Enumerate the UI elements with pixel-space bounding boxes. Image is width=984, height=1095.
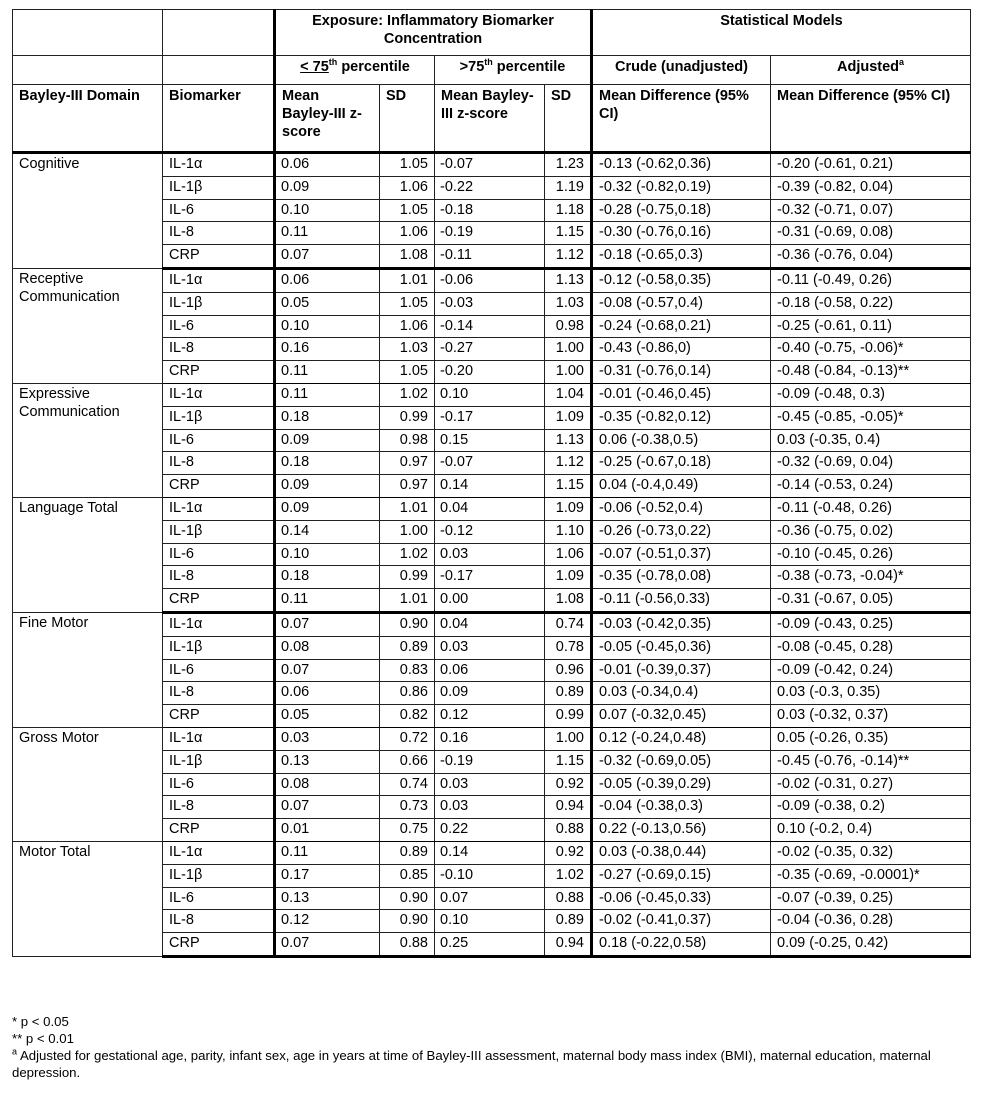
biomarker-cell: IL-6 [163, 315, 275, 338]
low-mean-cell: 0.17 [275, 864, 380, 887]
adjusted-diff-cell: -0.09 (-0.43, 0.25) [771, 612, 971, 636]
adjusted-label: Adjusted [836, 59, 900, 75]
adjusted-diff-cell: -0.48 (-0.84, -0.13)** [771, 361, 971, 384]
crude-diff-cell: -0.27 (-0.69,0.15) [592, 864, 771, 887]
table-row [13, 268, 971, 292]
adjusted-diff-cell: -0.11 (-0.49, 0.26) [771, 268, 971, 292]
low-mean-cell: 0.07 [275, 659, 380, 682]
table-row [13, 153, 971, 177]
low-sd-cell: 1.05 [380, 199, 435, 222]
high-mean-cell: -0.18 [435, 199, 545, 222]
high-mean-cell: -0.17 [435, 406, 545, 429]
low-sd-cell: 1.05 [380, 153, 435, 177]
high-mean-cell: 0.04 [435, 497, 545, 520]
high-sd-cell: 1.09 [545, 406, 592, 429]
low-sd-cell: 0.82 [380, 705, 435, 728]
biomarker-cell: IL-1β [163, 520, 275, 543]
domain-cell: Expressive Communication [13, 383, 163, 497]
models-header: Statistical Models [592, 10, 971, 56]
low-mean-cell: 0.09 [275, 475, 380, 498]
adjusted-diff-cell: -0.14 (-0.53, 0.24) [771, 475, 971, 498]
low-mean-cell: 0.10 [275, 315, 380, 338]
domain-column-header: Bayley-III Domain [13, 85, 163, 153]
low-sd-cell: 0.86 [380, 682, 435, 705]
high-mean-cell: 0.04 [435, 612, 545, 636]
low-mean-cell: 0.05 [275, 292, 380, 315]
low-mean-cell: 0.13 [275, 750, 380, 773]
header-blank [163, 56, 275, 85]
low-mean-cell: 0.07 [275, 933, 380, 957]
results-table [12, 9, 971, 958]
adjusted-diff-cell: -0.36 (-0.76, 0.04) [771, 245, 971, 269]
exposure-header: Exposure: Inflammatory Biomarker Concentration [275, 10, 592, 56]
domain-cell: Cognitive [13, 153, 163, 269]
biomarker-cell: CRP [163, 361, 275, 384]
high-mean-cell: -0.07 [435, 452, 545, 475]
high-mean-cell: -0.17 [435, 566, 545, 589]
high-mean-cell: 0.09 [435, 682, 545, 705]
high-sd-cell: 1.12 [545, 245, 592, 269]
high-percentile-prefix: >75 [459, 59, 485, 75]
crude-diff-cell: 0.07 (-0.32,0.45) [592, 705, 771, 728]
high-mean-cell: -0.11 [435, 245, 545, 269]
crude-diff-cell: -0.06 (-0.45,0.33) [592, 887, 771, 910]
high-sd-cell: 1.13 [545, 268, 592, 292]
biomarker-cell: IL-6 [163, 773, 275, 796]
adjusted-diff-cell: -0.09 (-0.42, 0.24) [771, 659, 971, 682]
low-percentile-suffix: percentile [337, 59, 410, 75]
high-sd-cell: 0.94 [545, 933, 592, 957]
low-sd-cell: 0.98 [380, 429, 435, 452]
high-sd-cell: 1.23 [545, 153, 592, 177]
biomarker-cell: IL-8 [163, 682, 275, 705]
low-sd-cell: 0.97 [380, 452, 435, 475]
biomarker-cell: IL-6 [163, 659, 275, 682]
low-mean-cell: 0.11 [275, 361, 380, 384]
low-mean-cell: 0.10 [275, 199, 380, 222]
high-mean-cell: -0.07 [435, 153, 545, 177]
low-mean-cell: 0.18 [275, 566, 380, 589]
high-sd-cell: 1.00 [545, 361, 592, 384]
low-sd-cell: 0.97 [380, 475, 435, 498]
low-percentile-prefix: < 75 [300, 59, 329, 75]
footnote-adjusted [12, 1047, 972, 1081]
low-mean-cell: 0.06 [275, 153, 380, 177]
low-mean-cell: 0.05 [275, 705, 380, 728]
crude-diff-cell: -0.24 (-0.68,0.21) [592, 315, 771, 338]
low-sd-cell: 0.88 [380, 933, 435, 957]
crude-diff-cell: -0.31 (-0.76,0.14) [592, 361, 771, 384]
footnote-p01: ** p < 0.01 [12, 1031, 74, 1046]
high-mean-cell: 0.03 [435, 773, 545, 796]
low-mean-cell: 0.06 [275, 682, 380, 705]
biomarker-cell: IL-1α [163, 497, 275, 520]
biomarker-column-header: Biomarker [163, 85, 275, 153]
low-mean-column-header: Mean Bayley-III z-score [275, 85, 380, 153]
high-sd-cell: 0.74 [545, 612, 592, 636]
high-sd-cell: 0.98 [545, 315, 592, 338]
high-sd-cell: 1.09 [545, 566, 592, 589]
low-sd-cell: 0.99 [380, 566, 435, 589]
high-mean-cell: -0.27 [435, 338, 545, 361]
low-mean-cell: 0.03 [275, 727, 380, 750]
low-sd-cell: 1.05 [380, 361, 435, 384]
high-sd-cell: 0.88 [545, 819, 592, 842]
high-percentile-header [435, 56, 592, 85]
biomarker-cell: IL-1β [163, 864, 275, 887]
crude-diff-cell: -0.25 (-0.67,0.18) [592, 452, 771, 475]
adjusted-diff-cell: 0.09 (-0.25, 0.42) [771, 933, 971, 957]
biomarker-cell: IL-8 [163, 910, 275, 933]
biomarker-cell: CRP [163, 245, 275, 269]
low-percentile-sup: th [328, 57, 338, 68]
high-mean-cell: -0.19 [435, 222, 545, 245]
low-sd-cell: 1.01 [380, 268, 435, 292]
crude-diff-cell: -0.04 (-0.38,0.3) [592, 796, 771, 819]
biomarker-cell: IL-6 [163, 199, 275, 222]
biomarker-cell: IL-6 [163, 429, 275, 452]
high-mean-cell: 0.22 [435, 819, 545, 842]
low-sd-cell: 0.90 [380, 887, 435, 910]
low-sd-cell: 1.02 [380, 383, 435, 406]
crude-diff-cell: 0.03 (-0.34,0.4) [592, 682, 771, 705]
adjusted-diff-cell: -0.32 (-0.71, 0.07) [771, 199, 971, 222]
crude-diff-cell: -0.32 (-0.69,0.05) [592, 750, 771, 773]
low-mean-cell: 0.12 [275, 910, 380, 933]
crude-diff-cell: -0.18 (-0.65,0.3) [592, 245, 771, 269]
low-sd-cell: 0.90 [380, 612, 435, 636]
adjusted-diff-cell: -0.04 (-0.36, 0.28) [771, 910, 971, 933]
crude-diff-cell: -0.05 (-0.45,0.36) [592, 636, 771, 659]
footnotes [12, 1013, 972, 1081]
high-mean-cell: 0.14 [435, 841, 545, 864]
table-body [13, 153, 971, 957]
high-sd-cell: 1.15 [545, 475, 592, 498]
domain-cell: Fine Motor [13, 612, 163, 727]
low-mean-cell: 0.11 [275, 589, 380, 613]
high-sd-cell: 1.02 [545, 864, 592, 887]
low-mean-cell: 0.14 [275, 520, 380, 543]
adjusted-sup: a [899, 57, 905, 68]
high-mean-cell: 0.12 [435, 705, 545, 728]
adjusted-diff-cell: 0.10 (-0.2, 0.4) [771, 819, 971, 842]
crude-diff-cell: -0.07 (-0.51,0.37) [592, 543, 771, 566]
adjusted-header [771, 56, 971, 85]
low-mean-cell: 0.09 [275, 497, 380, 520]
high-mean-cell: 0.00 [435, 589, 545, 613]
table-row [13, 383, 971, 406]
low-mean-cell: 0.06 [275, 268, 380, 292]
low-mean-cell: 0.11 [275, 383, 380, 406]
low-mean-cell: 0.07 [275, 796, 380, 819]
biomarker-cell: CRP [163, 933, 275, 957]
high-sd-cell: 1.15 [545, 750, 592, 773]
low-mean-cell: 0.16 [275, 338, 380, 361]
high-mean-cell: -0.20 [435, 361, 545, 384]
adjusted-diff-cell: -0.45 (-0.76, -0.14)** [771, 750, 971, 773]
biomarker-cell: CRP [163, 475, 275, 498]
footnote-adjusted-text: Adjusted for gestational age, parity, infant sex, age in years at time of Bayley-III assessment, maternal body mass index (BMI), maternal education, maternal depression. [12, 1048, 931, 1080]
high-mean-cell: 0.25 [435, 933, 545, 957]
high-sd-cell: 1.10 [545, 520, 592, 543]
high-mean-cell: 0.14 [435, 475, 545, 498]
biomarker-cell: IL-1α [163, 841, 275, 864]
high-mean-cell: -0.10 [435, 864, 545, 887]
header-blank [163, 10, 275, 56]
biomarker-cell: IL-1β [163, 406, 275, 429]
low-mean-cell: 0.10 [275, 543, 380, 566]
crude-diff-cell: 0.18 (-0.22,0.58) [592, 933, 771, 957]
table-row [13, 841, 971, 864]
header-blank [13, 56, 163, 85]
adjusted-diff-cell: 0.03 (-0.3, 0.35) [771, 682, 971, 705]
adjusted-diff-cell: -0.08 (-0.45, 0.28) [771, 636, 971, 659]
high-mean-cell: -0.14 [435, 315, 545, 338]
biomarker-cell: IL-8 [163, 566, 275, 589]
biomarker-cell: CRP [163, 589, 275, 613]
domain-cell: Gross Motor [13, 727, 163, 841]
high-sd-cell: 0.94 [545, 796, 592, 819]
high-sd-cell: 1.08 [545, 589, 592, 613]
high-mean-cell: -0.12 [435, 520, 545, 543]
high-sd-cell: 0.78 [545, 636, 592, 659]
high-sd-cell: 0.88 [545, 887, 592, 910]
adjusted-diff-column-header: Mean Difference (95% CI) [771, 85, 971, 153]
low-sd-column-header: SD [380, 85, 435, 153]
low-sd-cell: 1.06 [380, 315, 435, 338]
low-mean-cell: 0.18 [275, 406, 380, 429]
biomarker-cell: IL-6 [163, 887, 275, 910]
low-sd-cell: 1.05 [380, 292, 435, 315]
adjusted-diff-cell: -0.02 (-0.35, 0.32) [771, 841, 971, 864]
adjusted-diff-cell: -0.32 (-0.69, 0.04) [771, 452, 971, 475]
crude-diff-cell: -0.01 (-0.39,0.37) [592, 659, 771, 682]
low-mean-cell: 0.11 [275, 841, 380, 864]
footnote-p05: * p < 0.05 [12, 1014, 69, 1029]
high-sd-cell: 0.92 [545, 773, 592, 796]
low-sd-cell: 1.01 [380, 497, 435, 520]
high-mean-cell: 0.03 [435, 796, 545, 819]
high-mean-cell: 0.10 [435, 910, 545, 933]
low-sd-cell: 0.89 [380, 636, 435, 659]
adjusted-diff-cell: -0.35 (-0.69, -0.0001)* [771, 864, 971, 887]
adjusted-diff-cell: -0.36 (-0.75, 0.02) [771, 520, 971, 543]
crude-diff-cell: -0.01 (-0.46,0.45) [592, 383, 771, 406]
high-mean-column-header: Mean Bayley-III z-score [435, 85, 545, 153]
table-row [13, 727, 971, 750]
biomarker-cell: IL-1α [163, 383, 275, 406]
low-sd-cell: 1.01 [380, 589, 435, 613]
biomarker-cell: CRP [163, 705, 275, 728]
high-sd-cell: 1.15 [545, 222, 592, 245]
high-percentile-suffix: percentile [492, 59, 566, 75]
high-sd-cell: 0.92 [545, 841, 592, 864]
low-sd-cell: 0.75 [380, 819, 435, 842]
crude-diff-column-header: Mean Difference (95% CI) [592, 85, 771, 153]
biomarker-cell: IL-8 [163, 222, 275, 245]
low-mean-cell: 0.18 [275, 452, 380, 475]
adjusted-diff-cell: -0.18 (-0.58, 0.22) [771, 292, 971, 315]
high-sd-cell: 0.89 [545, 910, 592, 933]
biomarker-cell: IL-8 [163, 796, 275, 819]
crude-diff-cell: -0.03 (-0.42,0.35) [592, 612, 771, 636]
high-mean-cell: 0.06 [435, 659, 545, 682]
biomarker-cell: IL-1α [163, 612, 275, 636]
crude-diff-cell: 0.06 (-0.38,0.5) [592, 429, 771, 452]
biomarker-cell: IL-1α [163, 268, 275, 292]
high-mean-cell: 0.07 [435, 887, 545, 910]
low-sd-cell: 0.74 [380, 773, 435, 796]
low-sd-cell: 1.02 [380, 543, 435, 566]
low-sd-cell: 1.06 [380, 222, 435, 245]
crude-diff-cell: 0.03 (-0.38,0.44) [592, 841, 771, 864]
adjusted-diff-cell: -0.31 (-0.67, 0.05) [771, 589, 971, 613]
adjusted-diff-cell: -0.31 (-0.69, 0.08) [771, 222, 971, 245]
table-row [13, 612, 971, 636]
crude-diff-cell: -0.02 (-0.41,0.37) [592, 910, 771, 933]
crude-diff-cell: -0.05 (-0.39,0.29) [592, 773, 771, 796]
biomarker-cell: IL-1β [163, 750, 275, 773]
crude-diff-cell: 0.04 (-0.4,0.49) [592, 475, 771, 498]
high-sd-cell: 1.19 [545, 176, 592, 199]
low-percentile-header [275, 56, 435, 85]
table-row [13, 497, 971, 520]
domain-cell: Receptive Communication [13, 268, 163, 383]
biomarker-cell: IL-1β [163, 636, 275, 659]
adjusted-diff-cell: -0.20 (-0.61, 0.21) [771, 153, 971, 177]
high-sd-cell: 1.12 [545, 452, 592, 475]
high-sd-cell: 1.13 [545, 429, 592, 452]
high-sd-cell: 1.18 [545, 199, 592, 222]
header-blank [13, 10, 163, 56]
high-sd-cell: 0.96 [545, 659, 592, 682]
adjusted-diff-cell: -0.45 (-0.85, -0.05)* [771, 406, 971, 429]
low-sd-cell: 1.08 [380, 245, 435, 269]
low-sd-cell: 0.73 [380, 796, 435, 819]
high-mean-cell: -0.03 [435, 292, 545, 315]
high-sd-cell: 1.00 [545, 338, 592, 361]
crude-diff-cell: -0.12 (-0.58,0.35) [592, 268, 771, 292]
low-mean-cell: 0.13 [275, 887, 380, 910]
high-sd-cell: 0.89 [545, 682, 592, 705]
high-mean-cell: 0.03 [435, 636, 545, 659]
crude-diff-cell: -0.30 (-0.76,0.16) [592, 222, 771, 245]
adjusted-diff-cell: -0.09 (-0.38, 0.2) [771, 796, 971, 819]
low-sd-cell: 0.99 [380, 406, 435, 429]
high-mean-cell: 0.10 [435, 383, 545, 406]
adjusted-diff-cell: -0.10 (-0.45, 0.26) [771, 543, 971, 566]
adjusted-diff-cell: -0.39 (-0.82, 0.04) [771, 176, 971, 199]
low-sd-cell: 0.83 [380, 659, 435, 682]
biomarker-cell: IL-8 [163, 338, 275, 361]
crude-header: Crude (unadjusted) [592, 56, 771, 85]
high-sd-cell: 1.09 [545, 497, 592, 520]
low-mean-cell: 0.08 [275, 773, 380, 796]
high-sd-cell: 1.06 [545, 543, 592, 566]
adjusted-diff-cell: -0.02 (-0.31, 0.27) [771, 773, 971, 796]
biomarker-cell: IL-1α [163, 727, 275, 750]
low-mean-cell: 0.09 [275, 176, 380, 199]
low-mean-cell: 0.08 [275, 636, 380, 659]
biomarker-cell: IL-1β [163, 292, 275, 315]
adjusted-diff-cell: 0.03 (-0.32, 0.37) [771, 705, 971, 728]
domain-cell: Motor Total [13, 841, 163, 956]
low-sd-cell: 0.90 [380, 910, 435, 933]
high-mean-cell: -0.22 [435, 176, 545, 199]
low-mean-cell: 0.07 [275, 612, 380, 636]
crude-diff-cell: 0.22 (-0.13,0.56) [592, 819, 771, 842]
footnote-adjusted-sup: a [12, 1046, 18, 1057]
biomarker-cell: IL-1α [163, 153, 275, 177]
crude-diff-cell: -0.32 (-0.82,0.19) [592, 176, 771, 199]
high-mean-cell: -0.19 [435, 750, 545, 773]
high-sd-cell: 0.99 [545, 705, 592, 728]
crude-diff-cell: -0.06 (-0.52,0.4) [592, 497, 771, 520]
crude-diff-cell: -0.08 (-0.57,0.4) [592, 292, 771, 315]
low-mean-cell: 0.09 [275, 429, 380, 452]
low-mean-cell: 0.01 [275, 819, 380, 842]
domain-cell: Language Total [13, 497, 163, 612]
biomarker-cell: IL-6 [163, 543, 275, 566]
high-sd-cell: 1.03 [545, 292, 592, 315]
crude-diff-cell: -0.13 (-0.62,0.36) [592, 153, 771, 177]
high-mean-cell: 0.15 [435, 429, 545, 452]
biomarker-cell: IL-1β [163, 176, 275, 199]
crude-diff-cell: -0.11 (-0.56,0.33) [592, 589, 771, 613]
low-mean-cell: 0.11 [275, 222, 380, 245]
adjusted-diff-cell: 0.05 (-0.26, 0.35) [771, 727, 971, 750]
adjusted-diff-cell: -0.11 (-0.48, 0.26) [771, 497, 971, 520]
high-mean-cell: -0.06 [435, 268, 545, 292]
adjusted-diff-cell: -0.38 (-0.73, -0.04)* [771, 566, 971, 589]
high-sd-cell: 1.04 [545, 383, 592, 406]
adjusted-diff-cell: 0.03 (-0.35, 0.4) [771, 429, 971, 452]
low-sd-cell: 0.85 [380, 864, 435, 887]
low-sd-cell: 0.72 [380, 727, 435, 750]
crude-diff-cell: -0.28 (-0.75,0.18) [592, 199, 771, 222]
high-percentile-sup: th [484, 57, 493, 68]
adjusted-diff-cell: -0.25 (-0.61, 0.11) [771, 315, 971, 338]
high-mean-cell: 0.16 [435, 727, 545, 750]
low-sd-cell: 0.66 [380, 750, 435, 773]
low-sd-cell: 1.03 [380, 338, 435, 361]
low-sd-cell: 1.06 [380, 176, 435, 199]
low-mean-cell: 0.07 [275, 245, 380, 269]
high-sd-column-header: SD [545, 85, 592, 153]
high-mean-cell: 0.03 [435, 543, 545, 566]
crude-diff-cell: -0.35 (-0.78,0.08) [592, 566, 771, 589]
adjusted-diff-cell: -0.40 (-0.75, -0.06)* [771, 338, 971, 361]
crude-diff-cell: -0.26 (-0.73,0.22) [592, 520, 771, 543]
biomarker-cell: CRP [163, 819, 275, 842]
high-sd-cell: 1.00 [545, 727, 592, 750]
crude-diff-cell: 0.12 (-0.24,0.48) [592, 727, 771, 750]
crude-diff-cell: -0.35 (-0.82,0.12) [592, 406, 771, 429]
biomarker-cell: IL-8 [163, 452, 275, 475]
adjusted-diff-cell: -0.07 (-0.39, 0.25) [771, 887, 971, 910]
crude-diff-cell: -0.43 (-0.86,0) [592, 338, 771, 361]
low-sd-cell: 1.00 [380, 520, 435, 543]
adjusted-diff-cell: -0.09 (-0.48, 0.3) [771, 383, 971, 406]
low-sd-cell: 0.89 [380, 841, 435, 864]
